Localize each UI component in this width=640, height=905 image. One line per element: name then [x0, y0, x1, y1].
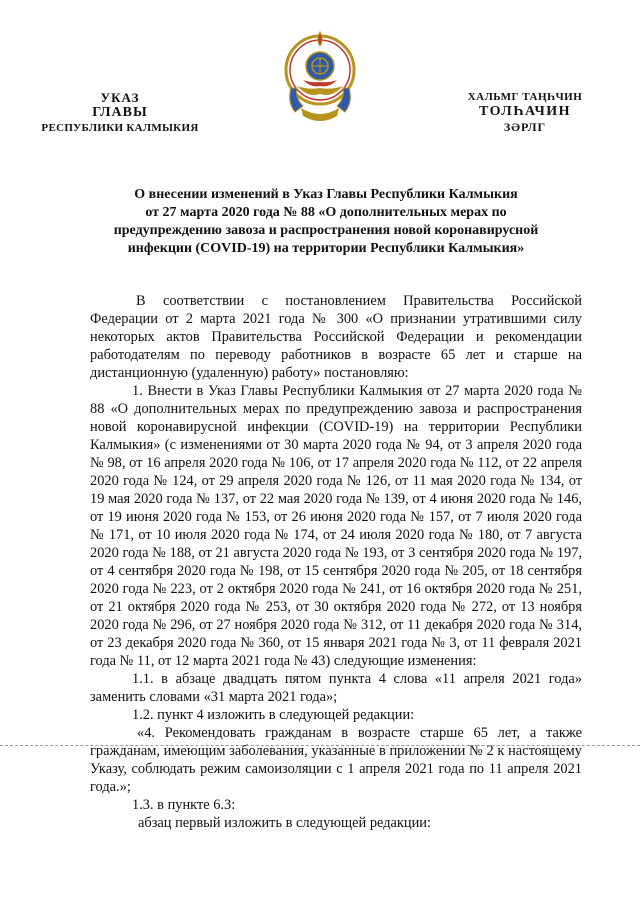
- header-left-line2: ГЛАВЫ: [92, 105, 148, 121]
- subparagraph-text: абзац первый изложить в следующей редакции:: [138, 815, 432, 831]
- header-right-line2: ТОЛҺАЧИН: [478, 103, 572, 119]
- document-body: [90, 292, 582, 832]
- header-right-line1: ХАЛЬМГ ТАҢҺЧИН: [467, 91, 583, 103]
- title-line: О внесении изменений в Указ Главы Республики Калмыкия: [134, 187, 518, 202]
- header-left: [30, 90, 210, 135]
- item-1-3-paragraph: 1.3. в пункте 6.3:: [132, 797, 236, 813]
- header-right: [430, 91, 620, 135]
- item-1-1-paragraph: 1.1. в абзаце двадцать пятом пункта 4 слова «11 апреля 2021 года» заменить словами «31 марта 2021 года»;: [90, 671, 582, 705]
- title-line: от 27 марта 2020 года № 88 «О дополнительных мерах по: [145, 205, 507, 220]
- preamble-paragraph: В соответствии с постановлением Правительства Российской Федерации от 2 марта 2021 года № 300 «О признании утратившими силу некоторых актов Правительства Российской Федерации и рекомендации работодателям по переводу работников в возрасте 65 лет и старше на дистанционную (удаленную) работу» постановляю:: [90, 293, 582, 381]
- coat-of-arms-icon: [283, 28, 357, 128]
- header-left-line1: УКАЗ: [100, 90, 140, 105]
- header-right-line3: ЗӘРЛГ: [503, 120, 547, 135]
- quoted-point-4-paragraph: «4. Рекомендовать гражданам в возрасте старше 65 лет, а также гражданам, имеющим заболевания, указанные в приложении № 2 к настоящему Указу, соблюдать режим самоизоляции с 1 апреля 2021 года по 11 апреля 2021 года.»;: [90, 725, 582, 795]
- title-line: инфекции (COVID-19) на территории Республики Калмыкия»: [127, 241, 525, 256]
- item-1-2-paragraph: 1.2. пункт 4 изложить в следующей редакции:: [132, 707, 415, 723]
- document-title: [95, 186, 557, 258]
- header-left-line3: РЕСПУБЛИКИ КАЛМЫКИЯ: [41, 121, 199, 134]
- scan-artifact-line: [0, 745, 640, 746]
- item-1-paragraph: 1. Внести в Указ Главы Республики Калмыкия от 27 марта 2020 года № 88 «О дополнительных мерах по предупреждению завоза и распространения новой коронавирусной инфекции (COVID-19) на территории Республики Калмыкия» (с изменениями от 30 марта 2020 года № 94, от 3 апреля 2020 года № 98, от 16 апреля 2020 года № 106, от 17 апреля 2020 года № 112, от 22 апреля 2020 года № 124, от 29 апреля 2020 года № 126, от 11 мая 2020 года № 134, от 19 мая 2020 года № 137, от 22 мая 2020 года № 139, от 4 июня 2020 года № 146, от 19 июня 2020 года № 153, от 26 июня 2020 года № 157, от 7 июля 2020 года № 171, от 10 июля 2020 года № 174, от 24 июля 2020 года № 180, от 7 августа 2020 года № 188, от 21 августа 2020 года № 193, от 3 сентября 2020 года № 197, от 4 сентября 2020 года № 198, от 15 сентября 2020 года № 205, от 18 сентября 2020 года № 223, от 2 октября 2020 года № 241, от 16 октября 2020 года № 251, от 21 октября 2020 года № 253, от 30 октября 2020 года № 272, от 13 ноября 2020 года № 296, от 27 ноября 2020 года № 312, от 11 декабря 2020 года № 314, от 23 декабря 2020 года № 360, от 15 января 2021 года № 3, от 11 февраля 2021 года № 11, от 12 марта 2021 года № 43) следующие изменения:: [90, 383, 582, 669]
- title-line: предупреждению завоза и распространения новой коронавирусной: [113, 223, 539, 238]
